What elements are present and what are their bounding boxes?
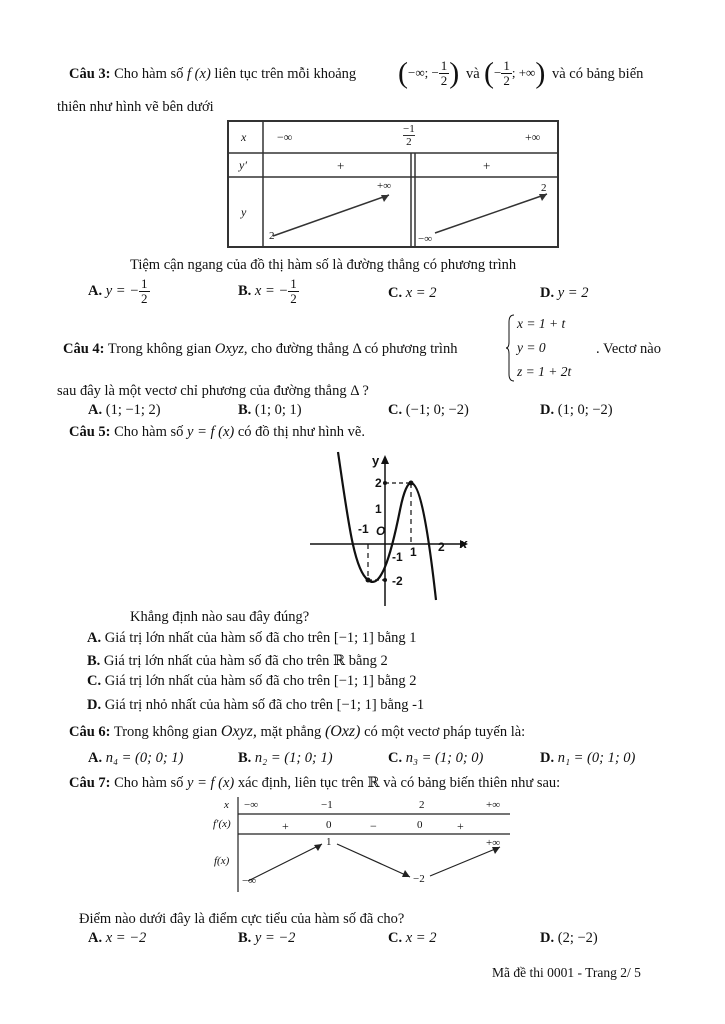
q7-x-3: +∞ — [486, 799, 501, 811]
q6-option-b[interactable] — [238, 750, 333, 767]
q3-int2-den: 2 — [503, 73, 510, 88]
q3-and: và — [466, 66, 480, 82]
q3-int2-right: ; +∞ — [511, 64, 536, 80]
q4-line2 — [57, 383, 369, 400]
q4-space: Oxyz — [214, 341, 244, 357]
q7-row-fp: f′(x) — [213, 818, 231, 830]
q4-eq3: z = 1 + 2t — [517, 364, 572, 379]
q3-option-b-num: 1 — [290, 276, 297, 291]
function-curve — [338, 452, 436, 600]
q6-space: Oxyz, — [220, 723, 257, 740]
q3-x-mid — [403, 123, 415, 148]
q6-option-d[interactable] — [540, 750, 635, 767]
option-label: D. — [540, 930, 555, 946]
q4-brace — [505, 314, 515, 382]
q3-option-d[interactable] — [540, 285, 588, 302]
q5-label-2x: 2 — [438, 540, 445, 554]
q7-variation-table — [210, 797, 510, 892]
q7-sign-3: 0 — [417, 819, 423, 831]
option-label: A. — [88, 750, 103, 766]
q7-sign-2: − — [370, 819, 377, 833]
q7-arrow-down — [337, 844, 410, 877]
q3-option-b[interactable] — [238, 277, 299, 306]
q5-option-a[interactable] — [87, 630, 417, 647]
q3-line1 — [69, 66, 356, 83]
q7-option-a-text: x = −2 — [105, 930, 147, 946]
q4-line1 — [63, 341, 457, 358]
q5-x-axis-label: x — [460, 536, 468, 551]
q3-interval-2: (− $\frac{1}{2}$ ; +∞) — [484, 56, 546, 90]
q5-option-d-value: bằng -1 — [380, 697, 425, 713]
q6-option-b-text: n₂ = (1; 0; 1) — [254, 750, 333, 766]
q3-text-c: và có bảng biến — [552, 66, 644, 82]
q5-label-1: 1 — [375, 502, 382, 516]
q5-label-2: 2 — [375, 476, 382, 490]
q6-text-b: mặt phẳng — [260, 724, 322, 740]
q4-text-b: , cho đường thẳng — [243, 341, 349, 357]
q4-eq2: y = 0 — [517, 340, 546, 355]
q3-int1-left: −∞; − — [408, 64, 439, 80]
q3-x-mid-den: 2 — [406, 136, 412, 148]
option-label: A. — [88, 282, 103, 299]
q5-option-c[interactable] — [87, 673, 417, 690]
q7-line1 — [69, 775, 560, 792]
q7-option-a[interactable] — [88, 930, 146, 947]
q4-eq1: x = 1 + t — [517, 316, 566, 331]
option-label: D. — [540, 750, 555, 766]
q6-line1 — [69, 723, 525, 741]
q6-text-c: có một vectơ pháp tuyến là: — [364, 724, 526, 740]
q5-label-m2y: -2 — [392, 574, 403, 588]
q7-text-a: Cho hàm số — [114, 775, 184, 791]
option-label: C. — [388, 402, 403, 418]
q7-row-x: x — [224, 799, 229, 811]
q4-option-d[interactable] — [540, 402, 613, 419]
option-label: C. — [388, 930, 403, 946]
q5-y-axis-label: y — [372, 453, 380, 468]
q3-label: Câu 3: — [69, 66, 111, 82]
q5-option-a-value: bằng 1 — [377, 630, 417, 646]
q5-label-1x: 1 — [410, 545, 417, 559]
q7-x-2: 2 — [419, 799, 425, 811]
q5-label: Câu 5: — [69, 424, 111, 440]
q3-arrow-up-right — [435, 194, 547, 233]
q3-option-a[interactable] — [88, 277, 150, 306]
option-label: A. — [87, 630, 102, 646]
q7-option-d-text: (2; −2) — [557, 930, 598, 946]
q4-option-b-text: (1; 0; 1) — [254, 402, 302, 418]
q6-text-a: Trong không gian — [113, 724, 218, 740]
q3-fx: f (x) — [187, 66, 211, 82]
q4-label: Câu 4: — [63, 341, 105, 357]
q7-row-f: f(x) — [214, 855, 230, 867]
q5-origin: O — [376, 524, 386, 538]
q3-option-b-den: 2 — [290, 291, 297, 306]
q3-option-a-num: 1 — [141, 276, 148, 291]
q5-option-a-text: Giá trị lớn nhất của hàm số đã cho trên — [104, 630, 331, 646]
q7-text-b: xác định, liên tục trên — [237, 775, 364, 791]
q3-option-c[interactable] — [388, 285, 436, 302]
q3-interval-1: (−∞; − $\frac{1}{2}$ ) — [398, 56, 460, 90]
option-label: B. — [87, 653, 101, 669]
q7-option-d[interactable] — [540, 930, 598, 947]
q5-label-m1x: -1 — [358, 522, 369, 536]
q7-option-b[interactable] — [238, 930, 295, 947]
q3-yp-right: + — [483, 158, 491, 173]
option-label: D. — [540, 285, 555, 301]
q4-option-d-text: (1; 0; −2) — [557, 402, 613, 418]
q3-line2: thiên như hình vẽ bên dưới — [57, 99, 214, 115]
q3-x-mid-num: −1 — [403, 123, 415, 135]
q5-option-c-value: bằng 2 — [377, 673, 417, 689]
q7-text-c: và có bảng biến thiên như sau: — [383, 775, 561, 791]
q5-option-b-value: bằng 2 — [348, 653, 388, 669]
q5-func: y = f (x) — [187, 424, 235, 440]
option-label: B. — [238, 930, 252, 946]
q3-yp-left: + — [337, 158, 345, 173]
q5-option-b-interval: ℝ — [333, 653, 346, 669]
q5-label-m1y: -1 — [392, 550, 403, 564]
option-label: C. — [87, 673, 102, 689]
q4-option-c-text: (−1; 0; −2) — [405, 402, 469, 418]
q3-int2-left: − — [494, 64, 502, 80]
q7-option-c-text: x = 2 — [405, 930, 437, 946]
q3-option-b-pre: x = − — [254, 282, 289, 299]
q5-option-c-text: Giá trị lớn nhất của hàm số đã cho trên — [104, 673, 331, 689]
q5-option-d-interval: [−1; 1] — [336, 697, 377, 713]
q3-variation-table — [227, 120, 559, 248]
q5-graph-svg — [300, 450, 480, 610]
q3-y-right-start: −∞ — [418, 233, 433, 245]
q7-x-1: −1 — [321, 799, 333, 811]
option-label: A. — [88, 930, 103, 946]
q3-option-a-den: 2 — [141, 291, 148, 306]
q4-option-c[interactable] — [388, 402, 469, 419]
option-label: B. — [238, 402, 252, 418]
q6-option-a[interactable] — [88, 750, 183, 767]
q5-option-b-text: Giá trị lớn nhất của hàm số đã cho trên — [103, 653, 330, 669]
q5-graph — [300, 450, 480, 610]
q7-sign-1: 0 — [326, 819, 332, 831]
q3-arrow-up-left — [273, 195, 389, 236]
q5-option-d[interactable] — [87, 697, 424, 714]
q4-option-a[interactable] — [88, 402, 161, 419]
q3-x-right: +∞ — [525, 130, 541, 144]
q7-f-start: −∞ — [242, 875, 257, 887]
q3-int2-num: 1 — [503, 58, 510, 73]
q7-f-min: −2 — [413, 873, 425, 885]
q3-row-yp: y′ — [239, 158, 247, 172]
q3-text-a: Cho hàm số — [114, 66, 184, 82]
q3-x-left: −∞ — [277, 130, 293, 144]
q4-line2-text: sau đây là một vectơ chỉ phương của đường thẳng — [57, 383, 347, 399]
q4-text-c: có phương trình — [364, 341, 458, 357]
q7-x-0: −∞ — [244, 799, 259, 811]
min-point — [366, 578, 371, 583]
q6-option-a-text: n₄ = (0; 0; 1) — [105, 750, 184, 766]
q7-prompt: Điểm nào dưới đây là điểm cực tiểu của hàm số đã cho? — [79, 911, 405, 927]
q6-option-c-text: n₃ = (1; 0; 0) — [405, 750, 484, 766]
q5-line1 — [69, 424, 365, 441]
q3-int1-den: 2 — [440, 73, 448, 88]
q3-y-left-start: 2 — [269, 230, 275, 242]
q5-text-a: Cho hàm số — [114, 424, 184, 440]
option-label: A. — [88, 402, 103, 418]
q7-sign-4: + — [457, 819, 464, 833]
q5-option-c-interval: [−1; 1] — [333, 673, 374, 689]
option-label: C. — [388, 750, 403, 766]
q3-y-left-end: +∞ — [377, 180, 392, 192]
option-label: C. — [388, 285, 403, 301]
q7-arrow-up-2 — [430, 847, 500, 876]
q6-label: Câu 6: — [69, 724, 111, 740]
q3-option-c-text: x = 2 — [405, 285, 437, 301]
q4-text-d: . Vectơ nào — [596, 341, 661, 357]
option-label: D. — [540, 402, 555, 418]
q7-f-end: +∞ — [486, 837, 501, 849]
q5-option-d-text: Giá trị nhỏ nhất của hàm số đã cho trên — [104, 697, 334, 713]
q7-R: ℝ — [367, 775, 380, 791]
q5-prompt: Khẳng định nào sau đây đúng? — [130, 609, 310, 625]
option-label: B. — [238, 282, 252, 299]
q4-text-a: Trong không gian — [107, 341, 212, 357]
q3-int1-num: 1 — [440, 58, 448, 73]
q3-row-y: y — [241, 205, 247, 219]
q5-text-b: có đồ thị như hình vẽ. — [237, 424, 365, 440]
q4-option-a-text: (1; −1; 2) — [105, 402, 161, 418]
q7-f-max: 1 — [326, 836, 332, 848]
option-label: D. — [87, 697, 102, 713]
option-label: B. — [238, 750, 252, 766]
q5-option-a-interval: [−1; 1] — [333, 630, 374, 646]
q5-option-b[interactable] — [87, 653, 388, 670]
page-footer: Mã đề thi 0001 - Trang 2/ 5 — [492, 965, 641, 980]
q3-option-a-pre: y = − — [105, 282, 139, 299]
q7-option-c[interactable] — [388, 930, 436, 947]
q3-text-b: liên tục trên mỗi khoảng — [214, 66, 357, 82]
q4-line2-end: Δ ? — [350, 383, 369, 399]
max-point — [409, 481, 414, 486]
q7-option-b-text: y = −2 — [254, 930, 296, 946]
q3-option-d-text: y = 2 — [557, 285, 589, 301]
q7-func: y = f (x) — [187, 775, 235, 791]
q4-delta: Δ — [352, 341, 361, 357]
q7-label: Câu 7: — [69, 775, 111, 791]
q7-sign-0: + — [282, 819, 289, 833]
q3-row-x: x — [241, 130, 247, 144]
q6-option-d-text: n₁ = (0; 1; 0) — [557, 750, 636, 766]
q6-option-c[interactable] — [388, 750, 483, 767]
q4-option-b[interactable] — [238, 402, 302, 419]
q7-arrow-up-1 — [248, 844, 322, 881]
q6-plane: (Oxz) — [324, 723, 361, 740]
q3-y-right-end: 2 — [541, 182, 547, 194]
q3-prompt: Tiệm cận ngang của đồ thị hàm số là đường thẳng có phương trình — [130, 257, 517, 273]
